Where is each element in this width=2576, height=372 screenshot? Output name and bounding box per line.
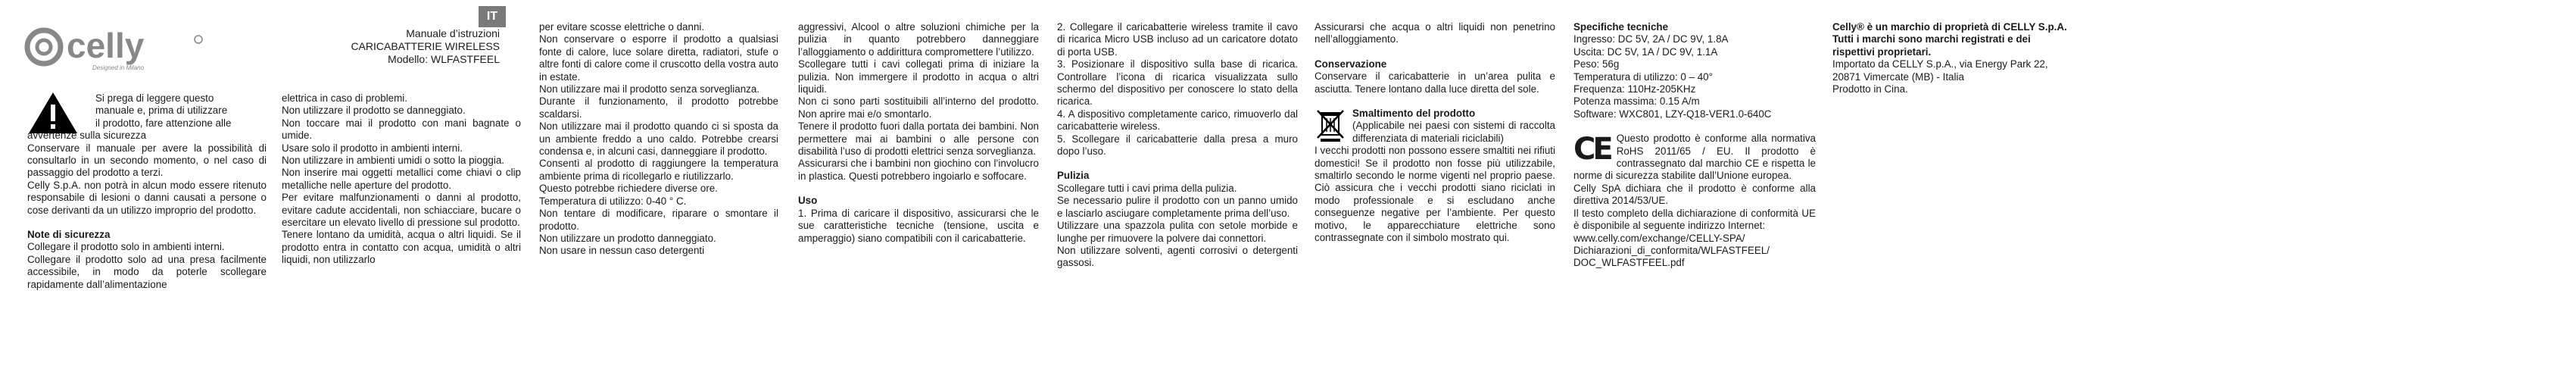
safety-text: Usare solo il prodotto in ambienti interni. — [282, 142, 463, 154]
safety-text: Assicurarsi che i bambini non giochino con l’involucro in plastica. Questi potrebbero ingoiarlo e soffocare. — [798, 158, 1039, 182]
column-2 — [282, 92, 521, 267]
header-line-2: CARICABATTERIE WIRELESS — [351, 40, 500, 52]
column-7 — [1573, 21, 1816, 270]
safety-text: Non conservare o esporre il prodotto a qualsiasi fonte di calore, luce solare diretta, radiatori, stufe o altre fonti di calore come il cruscotto della vostra auto in estate. — [539, 33, 778, 83]
ce-mark-icon: CE — [1573, 132, 1611, 167]
header-line-1: Manuale d’istruzioni — [406, 27, 500, 39]
specs-title: Specifiche tecniche — [1573, 21, 1669, 33]
safety-text: aggressivi, Alcool o altre soluzioni chimiche per la pulizia in quanto potrebbero danneggiare l’alloggiamento o addirittura compromettere l’utilizzo. — [798, 21, 1039, 58]
spec-line: Temperatura di utilizzo: 0 – 40° — [1573, 70, 1713, 83]
doc-url-3[interactable]: DOC_WLFASTFEEL.pdf — [1573, 257, 1685, 269]
safety-text: Temperatura di utilizzo: 0-40 ° C. — [539, 195, 687, 207]
warning-line-2: manuale e, prima di utilizzare — [95, 105, 228, 117]
spec-line: Software: WXC801, LZY-Q18-VER1.0-640C — [1573, 108, 1772, 120]
celly-logo — [23, 23, 204, 76]
storage-text: Conservare il caricabatterie in un’area pulita e asciutta. Tenere lontano dalla luce diretta del sole. — [1315, 70, 1555, 95]
disposal-note: (Applicabile nei paesi con sistemi di raccolta differenziata di materiali riciclabili) — [1352, 120, 1555, 144]
cleaning-title: Pulizia — [1057, 170, 1090, 182]
brand-tagline: Designed in Milano — [92, 64, 145, 71]
safety-text: Non toccare mai il prodotto con mani bagnate o umide. — [282, 117, 521, 142]
trademark-note: Celly® è un marchio di proprietà di CELLY S.p.A. — [1832, 21, 2067, 33]
cleaning-text: Se necessario pulire il prodotto con un panno umido e lasciarlo asciugare completamente prima dell’uso. — [1057, 195, 1298, 219]
spec-line: Potenza massima: 0.15 A/m — [1573, 95, 1700, 108]
use-step: 5. Scollegare il caricabatterie dalla presa a muro dopo l’uso. — [1057, 133, 1298, 158]
cleaning-text: Non utilizzare solventi, agenti corrosivi o detergenti gassosi. — [1057, 244, 1298, 269]
origin-line: Prodotto in Cina. — [1832, 83, 1908, 95]
use-title: Uso — [798, 195, 818, 207]
doc-url-1[interactable]: www.celly.com/exchange/CELLY-SPA/ — [1573, 232, 1745, 244]
importer-line-2: 20871 Vimercate (MB) - Italia — [1832, 70, 1964, 83]
safety-text: Non utilizzare il prodotto se danneggiato. — [282, 105, 466, 117]
warning-rest: avvertenze sulla sicurezza — [27, 130, 147, 142]
safety-text: Non ci sono parti sostituibili all’interno del prodotto. Non aprire mai e/o smontarlo. — [798, 95, 1039, 120]
spec-line: Peso: 56g — [1573, 58, 1620, 70]
safety-text: Non inserire mai oggetti metallici come chiavi o clip metalliche nelle aperture del prodotto. — [282, 167, 521, 191]
ce-block — [1573, 133, 1816, 232]
spec-line: Ingresso: DC 5V, 2A / DC 9V, 1.8A — [1573, 33, 1729, 45]
manual-note: Conservare il manuale per avere la possibilità di consultarlo in un secondo momento, o nel caso di passaggio del prodotto a terzi. — [27, 142, 267, 179]
ce-text: Questo prodotto è conforme alla normativa RoHS 2011/65 / EU. Il prodotto è contrassegnato dal marchio CE e rispetta le norme di sicurezza stabilite dall’Unione europea. — [1573, 133, 1816, 182]
safety-text: Non tentare di modificare, riparare o smontare il prodotto. — [539, 208, 778, 232]
header-line-3: Modello: WLFASTFEEL — [388, 53, 500, 65]
column-4 — [798, 21, 1039, 245]
warning-line-1: Si prega di leggere questo — [95, 92, 214, 104]
importer-line-1: Importato da CELLY S.p.A., via Energy Park 22, — [1832, 58, 2048, 70]
ce-text-2: Celly SpA dichiara che il prodotto è conforme alla direttiva 2014/53/UE. — [1573, 182, 1816, 207]
safety-text: Scollegare tutti i cavi collegati prima di iniziare la pulizia. Non immergere il prodotto in acqua o altri liquidi. — [798, 58, 1039, 95]
safety-text: Non utilizzare mai il prodotto senza sorveglianza. — [539, 83, 760, 95]
liquid-note: Assicurarsi che acqua o altri liquidi non penetrino nell’alloggiamento. — [1315, 21, 1555, 45]
safety-title: Note di sicurezza — [27, 229, 111, 241]
disposal-title: Smaltimento del prodotto — [1352, 108, 1476, 120]
safety-text: elettrica in caso di problemi. — [282, 92, 407, 104]
crossed-bin-icon — [1315, 108, 1346, 142]
safety-line-1: Collegare il prodotto solo in ambienti interni. — [27, 241, 225, 253]
column-8 — [1832, 21, 2075, 95]
safety-text: Consentì al prodotto di raggiungere la temperatura ambiente prima di ricollegarlo e riutilizzarlo. — [539, 158, 778, 182]
use-step: 2. Collegare il caricabatterie wireless tramite il cavo di ricarica Micro USB incluso ad un caricatore dotato di porta USB. — [1057, 21, 1298, 58]
language-badge: IT — [479, 6, 506, 27]
safety-text: Tenere il prodotto fuori dalla portata dei bambini. Non permettere mai ai bambini o alle persone con disabilità l’uso di prodotti elettrici senza sorveglianza. — [798, 120, 1039, 158]
column-3 — [539, 21, 778, 258]
column-1 — [27, 92, 267, 291]
safety-text: Non usare in nessun caso detergenti — [539, 245, 705, 257]
safety-text: Durante il funzionamento, il prodotto potrebbe scaldarsi. — [539, 95, 778, 120]
column-5 — [1057, 21, 1298, 270]
manual-header — [318, 27, 500, 66]
safety-text: Non utilizzare in ambienti umidi o sotto la pioggia. — [282, 155, 505, 167]
ce-text-3: Il testo completo della dichiarazione di conformità UE è disponibile al seguente indirizzo Internet: — [1573, 207, 1816, 232]
safety-text: Non utilizzare un prodotto danneggiato. — [539, 232, 716, 244]
safety-line-2: Collegare il prodotto solo ad una presa facilmente accessibile, in modo da poterle scollegare rapidamente dall’alimentazione — [27, 253, 267, 290]
spec-line: Frequenza: 110Hz-205KHz — [1573, 83, 1696, 95]
safety-text: per evitare scosse elettriche o danni. — [539, 21, 705, 33]
safety-text: Questo potrebbe richiedere diverse ore. — [539, 183, 718, 195]
trademark-note-2: Tutti i marchi sono marchi registrati e dei rispettivi proprietari. — [1832, 33, 2031, 58]
use-step: 4. A dispositivo completamente carico, rimuoverlo dal caricabatterie wireless. — [1057, 108, 1298, 133]
disposal-body: I vecchi prodotti non possono essere smaltiti nei rifiuti domestici! Se il prodotto non fosse più utilizzabile, smaltirlo secondo le norme vigenti nel proprio paese. Ciò assicura che i vecchi prodotti siano riciclati in modo professionale e si escludano anche conseguenze negative per l’ambiente. Per questo motivo, le apparecchiature elettriche sono contrassegnate con il simbolo mostrato qui. — [1315, 145, 1555, 244]
safety-text: Non utilizzare mai il prodotto quando ci si sposta da un ambiente freddo a uno caldo. Potrebbe crearsi condensa e, in alcuni casi, danneggiare il prodotto. — [539, 120, 778, 158]
safety-text: Per evitare malfunzionamenti o danni al prodotto, evitare cadute accidentali, non schiacciare, bucare o esercitare un elevato livello di pressione sul prodotto. — [282, 192, 521, 229]
liability-note: Celly S.p.A. non potrà in alcun modo essere ritenuto responsabile di lesioni o danni causati a persone o cose derivanti da un utilizzo improprio del prodotto. — [27, 179, 267, 216]
column-6 — [1315, 21, 1555, 245]
cleaning-text: Scollegare tutti i cavi prima della pulizia. — [1057, 182, 1237, 194]
use-step: 3. Posizionare il dispositivo sulla base di ricarica. Controllare l’icona di ricarica visualizzata sullo schermo del dispositivo per conoscere lo stato della ricarica. — [1057, 58, 1298, 108]
spec-line: Uscita: DC 5V, 1A / DC 9V, 1.1A — [1573, 45, 1718, 58]
warning-line-3: il prodotto, fare attenzione alle — [95, 117, 232, 129]
use-step-1: 1. Prima di caricare il dispositivo, assicurarsi che le sue caratteristiche tecniche (tensione, uscita e amperaggio) siano compatibili con il caricabatterie. — [798, 207, 1039, 244]
cleaning-text: Utilizzare una spazzola pulita con setole morbide e lunghe per rimuovere la polvere dai connettori. — [1057, 220, 1298, 244]
doc-url-2[interactable]: Dichiarazioni_di_conformita/WLFASTFEEL/ — [1573, 244, 1770, 256]
storage-title: Conservazione — [1315, 58, 1387, 70]
svg-text:celly: celly — [67, 26, 145, 65]
safety-text: Tenere lontano da umidità, acqua o altri liquidi. Se il prodotto entra in contatto con acqua, umidità o altri liquidi, non utilizzarlo — [282, 229, 521, 266]
